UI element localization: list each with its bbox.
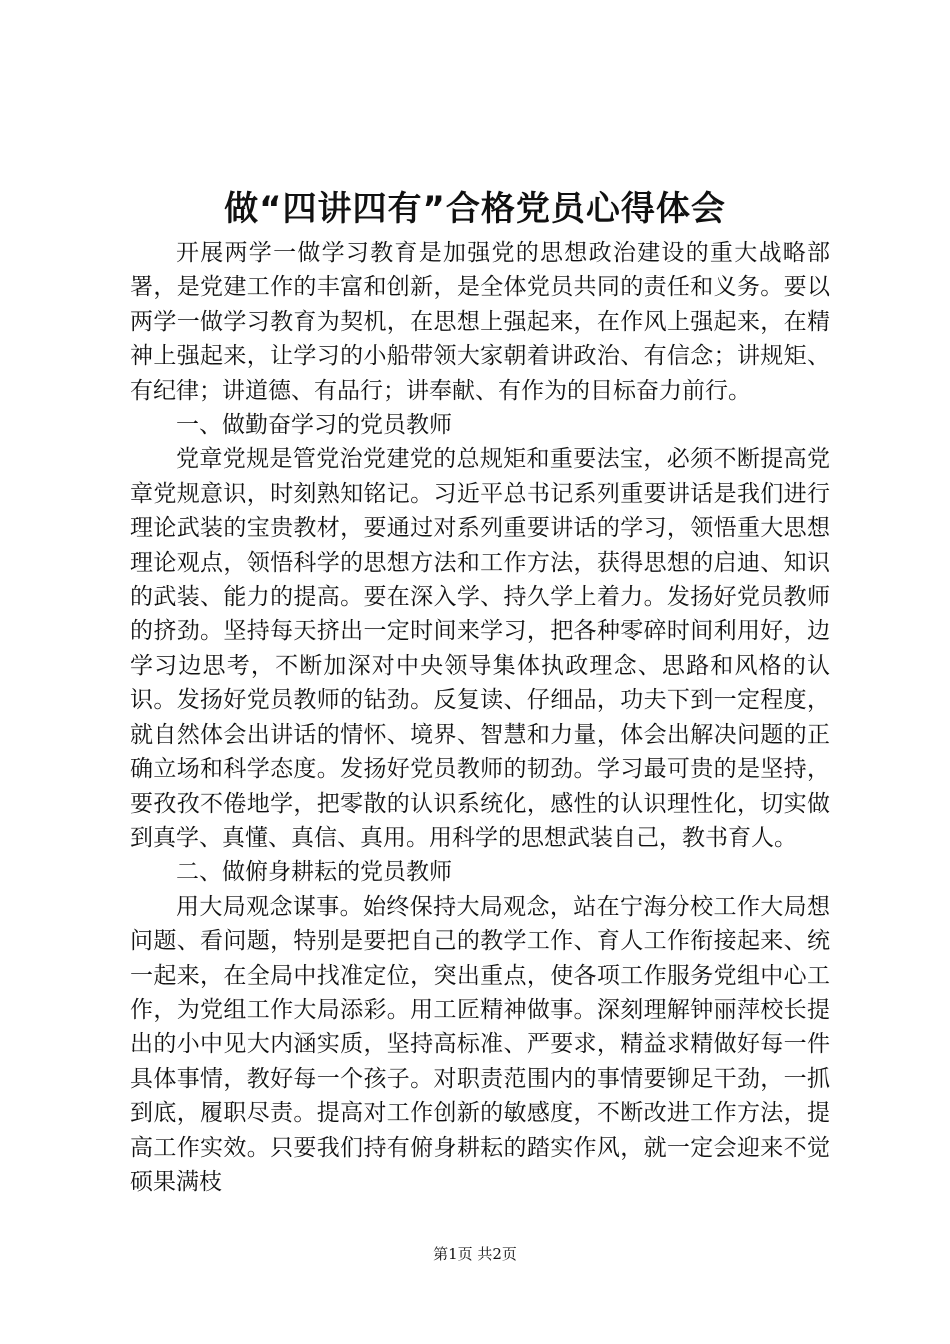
document-title: 做“四讲四有”合格党员心得体会: [224, 189, 726, 229]
page-number-footer: 第1页 共2页: [433, 1245, 517, 1263]
section-heading-2: 二、做俯身耕耘的党员教师: [176, 859, 452, 886]
document-body: [130, 236, 830, 1199]
intro-paragraph: 开展两学一做学习教育是加强党的思想政治建设的重大战略部署，是党建工作的丰富和创新，是全体党员共同的责任和义务。要以两学一做学习教育为契机，在思想上强起来，在作风上强起来，在精神上强起来，让学习的小船带领大家朝着讲政治、有信念；讲规矩、有纪律；讲道德、有品行；讲奉献、有作为的目标奋力前行。: [130, 240, 830, 404]
section-2-paragraph: 用大局观念谋事。始终保持大局观念，站在宁海分校工作大局想问题、看问题，特别是要把自己的教学工作、育人工作衔接起来、统一起来，在全局中找准定位，突出重点，使各项工作服务党组中心工作，为党组工作大局添彩。用工匠精神做事。深刻理解钟丽萍校长提出的小中见大内涵实质，坚持高标准、严要求，精益求精做好每一件具体事情，教好每一个孩子。对职责范围内的事情要铆足干劲，一抓到底，履职尽责。提高对工作创新的敏感度，不断改进工作方法，提高工作实效。只要我们持有俯身耕耘的踏实作风，就一定会迎来不觉硕果满枝: [130, 893, 830, 1195]
section-1-paragraph: 党章党规是管党治党建党的总规矩和重要法宝，必须不断提高党章党规意识，时刻熟知铭记。习近平总书记系列重要讲话是我们进行理论武装的宝贵教材，要通过对系列重要讲话的学习，领悟重大思想理论观点，领悟科学的思想方法和工作方法，获得思想的启迪、知识的武装、能力的提高。要在深入学、持久学上着力。发扬好党员教师的挤劲。坚持每天挤出一定时间来学习，把各种零碎时间利用好，边学习边思考，不断加深对中央领导集体执政理念、思路和风格的认识。发扬好党员教师的钻劲。反复读、仔细品，功夫下到一定程度，就自然体会出讲话的情怀、境界、智慧和力量，体会出解决问题的正确立场和科学态度。发扬好党员教师的韧劲。学习最可贵的是坚持，要孜孜不倦地学，把零散的认识系统化，感性的认识理性化，切实做到真学、真懂、真信、真用。用科学的思想武装自己，教书育人。: [130, 446, 830, 851]
section-heading-1: 一、做勤奋学习的党员教师: [176, 412, 452, 439]
